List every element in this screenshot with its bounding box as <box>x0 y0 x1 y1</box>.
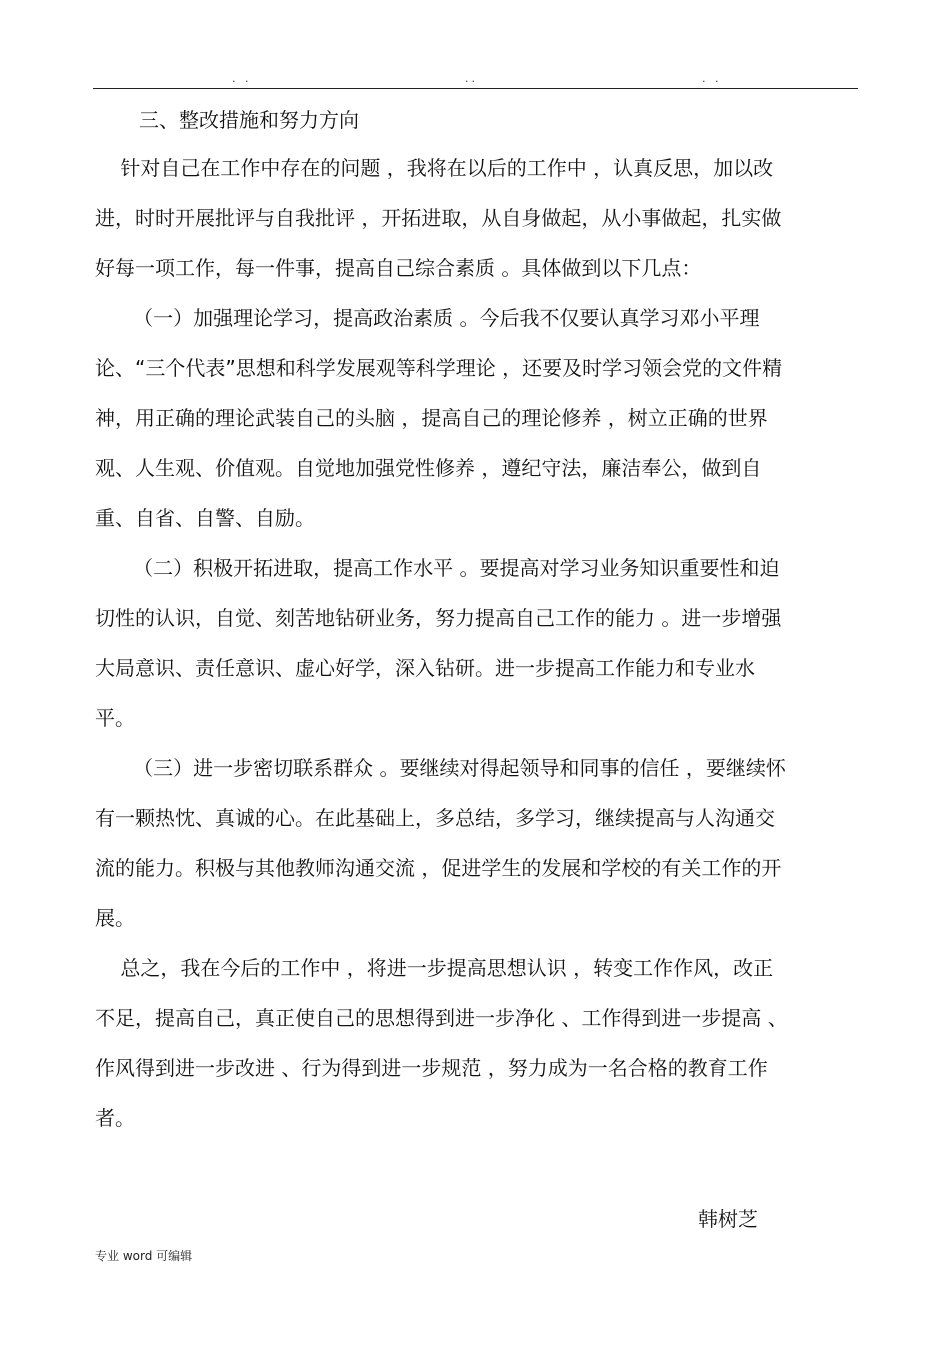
paragraph-line: 观、人生观、价值观。自觉地加强党性修养 ，遵纪守法，廉洁奉公，做到自 <box>95 456 762 480</box>
header-rule <box>93 88 858 89</box>
paragraph-line: 针对自己在工作中存在的问题 ，我将在以后的工作中 ，认真反思，加以改 <box>95 156 774 180</box>
paragraph-line: 重、自省、自警、自励。 <box>95 506 315 530</box>
document-body <box>95 97 860 1143</box>
paragraph-line: （三）进一步密切联系群众 。要继续对得起领导和同事的信任 ，要继续怀 <box>95 756 786 780</box>
paragraph-line: 有一颗热忱、真诚的心。在此基础上，多总结，多学习，继续提高与人沟通交 <box>95 806 775 830</box>
paragraph-line: 作风得到进一步改进 、行为得到进一步规范 ，努力成为一名合格的教育工作 <box>95 1056 768 1080</box>
paragraph-line: （一）加强理论学习，提高政治素质 。今后我不仅要认真学习邓小平理 <box>95 306 760 330</box>
paragraph-line: 好每一项工作，每一件事，提高自己综合素质 。具体做到以下几点： <box>95 256 702 280</box>
signature: 韩树芝 <box>698 1207 758 1231</box>
paragraph-line: 不足，提高自己，真正使自己的思想得到进一步净化 、工作得到进一步提高 、 <box>95 1006 788 1030</box>
paragraph-line: 平。 <box>95 706 135 730</box>
paragraph-line: 论、“三个代表”思想和科学发展观等科学理论 ，还要及时学习领会党的文件精 <box>95 356 783 380</box>
paragraph-line: 流的能力。积极与其他教师沟通交流 ，促进学生的发展和学校的有关工作的开 <box>95 856 782 880</box>
paragraph-line: 者。 <box>95 1106 135 1130</box>
paragraph-line: 大局意识、责任意识、虚心好学，深入钻研。进一步提高工作能力和专业水 <box>95 656 755 680</box>
header-marks-center: .. <box>465 72 478 85</box>
header-marks-right: . . <box>702 72 722 85</box>
paragraph-line: 神，用正确的理论武装自己的头脑 ，提高自己的理论修养 ，树立正确的世界 <box>95 406 768 430</box>
header-marks-left: . . <box>232 72 252 85</box>
paragraph-line: 进，时时开展批评与自我批评 ，开拓进取，从自身做起，从小事做起，扎实做 <box>95 206 782 230</box>
section-heading: 三、整改措施和努力方向 <box>139 108 359 132</box>
paragraph-line: （二）积极开拓进取，提高工作水平 。要提高对学习业务知识重要性和迫 <box>95 556 780 580</box>
paragraph-line: 切性的认识，自觉、刻苦地钻研业务，努力提高自己工作的能力 。进一步增强 <box>95 606 782 630</box>
paragraph-line: 展。 <box>95 906 135 930</box>
paragraph-line: 总之，我在今后的工作中 ，将进一步提高思想认识 ，转变工作作风，改正 <box>95 956 774 980</box>
footer-note: 专业 word 可编辑 <box>95 1249 193 1263</box>
